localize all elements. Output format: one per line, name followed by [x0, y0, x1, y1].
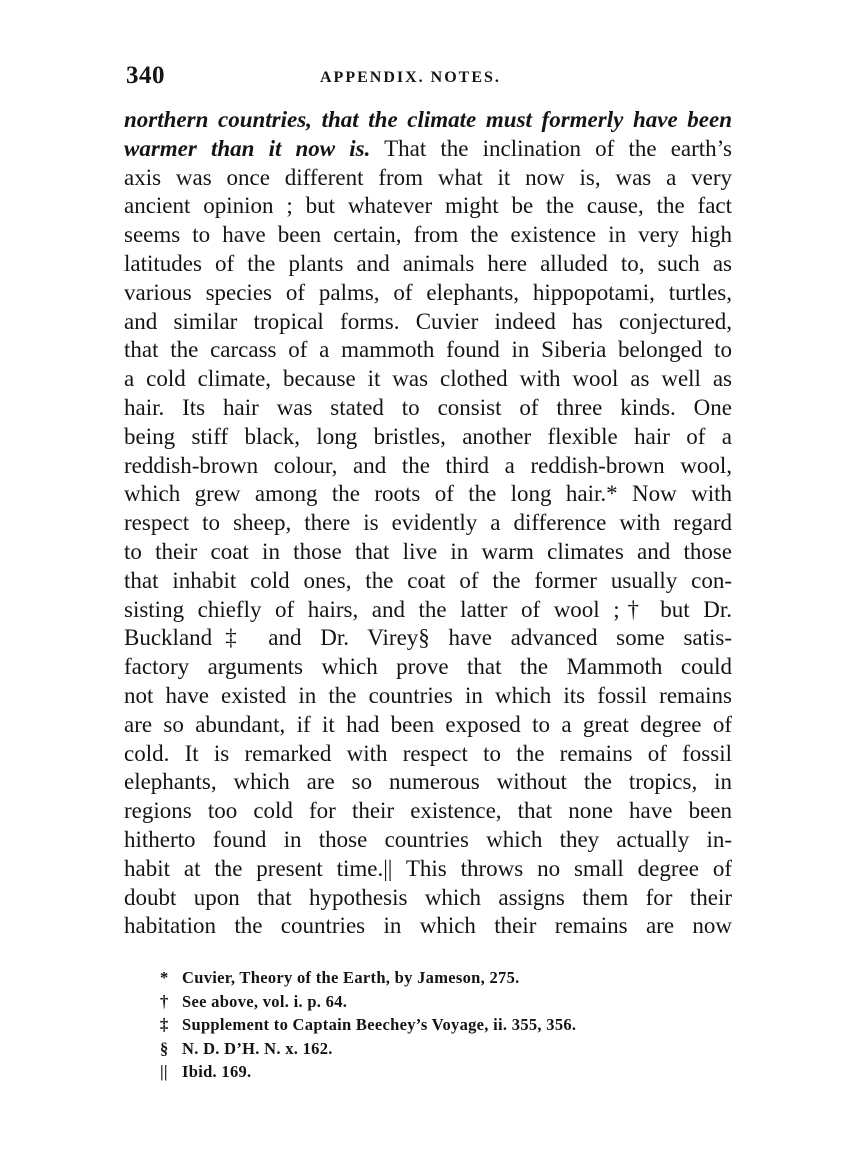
text-line: habitation the countries in which their remains are now [124, 913, 732, 939]
text-line: to their coat in those that live in warm climates and those [124, 538, 732, 564]
text-line: cold. It is remarked with respect to the remains of fossil [124, 740, 732, 766]
footnote-text: Supplement to Captain Beechey’s Voyage, ii. 355, 356. [182, 1015, 577, 1034]
text-line: being stiff black, long bristles, another flexible hair of a [124, 423, 732, 449]
text-line: and similar tropical forms. Cuvier indeed has conjectured, [124, 308, 732, 334]
text-line: regions too cold for their existence, that none have been [124, 798, 732, 824]
text-line: various species of palms, of elephants, hippopotami, turtles, [124, 279, 732, 305]
text-line [124, 135, 732, 164]
text-line: Buckland‡ and Dr. Virey§ have advanced some satis- [124, 625, 732, 651]
footnote-mark: † [160, 991, 169, 1011]
footnote-mark: || [160, 1062, 168, 1081]
footnote-mark: ‡ [160, 1015, 169, 1034]
footnotes [160, 966, 720, 1084]
text-line: reddish-brown colour, and the third a reddish-brown wool, [124, 452, 732, 478]
text-line: elephants, which are so numerous without the tropics, in [124, 769, 732, 795]
text-line: doubt upon that hypothesis which assigns them for their [124, 884, 732, 910]
page-number: 340 [126, 62, 165, 89]
text-line: hair. Its hair was stated to consist of three kinds. One [124, 394, 732, 420]
text-line: ancient opinion ; but whatever might be the cause, the fact [124, 193, 732, 219]
running-head: APPENDIX. NOTES. [320, 69, 501, 86]
text-line: latitudes of the plants and animals here alluded to, such as [124, 250, 732, 276]
footnote-mark: § [160, 1038, 169, 1058]
text-line: not have existed in the countries in which its fossil remains [124, 682, 732, 708]
footnote-text: See above, vol. i. p. 64. [182, 991, 348, 1011]
page-header [126, 62, 730, 96]
footnote-text: Ibid. 169. [182, 1062, 252, 1081]
footnote-4 [160, 1037, 720, 1061]
footnote-mark: * [160, 968, 169, 987]
text-line: seems to have been certain, from the existence in very high [124, 222, 732, 248]
text-line: are so abundant, if it had been exposed to a great degree of [124, 711, 732, 737]
text-line: sisting chiefly of hairs, and the latter of wool ;† but Dr. [124, 596, 732, 622]
footnote-1 [160, 966, 720, 990]
text-line: hitherto found in those countries which they actually in- [124, 826, 732, 852]
footnote-3 [160, 1013, 720, 1037]
footnote-text: Cuvier, Theory of the Earth, by Jameson, 275. [182, 968, 520, 987]
text-line: factory arguments which prove that the Mammoth could [124, 654, 732, 680]
text-line: a cold climate, because it was clothed with wool as well as [124, 366, 732, 392]
text-line: which grew among the roots of the long hair.* Now with [124, 481, 732, 507]
text-line: northern countries, that the climate must formerly have been [124, 107, 732, 132]
text-line: axis was once different from what it now is, was a very [124, 164, 732, 190]
text-line: that inhabit cold ones, the coat of the former usually con- [124, 567, 732, 593]
footnote-5 [160, 1060, 720, 1084]
footnote-2 [160, 990, 720, 1014]
body-text [124, 106, 732, 941]
text-line: habit at the present time.|| This throws no small degree of [124, 855, 732, 881]
footnote-text: N. D. D’H. N. x. 162. [182, 1038, 333, 1058]
text-line: that the carcass of a mammoth found in Siberia belonged to [124, 337, 732, 363]
italic-phrase: warmer than it now is. [124, 135, 371, 161]
text-line: respect to sheep, there is evidently a difference with regard [124, 510, 732, 536]
text-span: That the inclination of the earth’s [370, 135, 732, 161]
